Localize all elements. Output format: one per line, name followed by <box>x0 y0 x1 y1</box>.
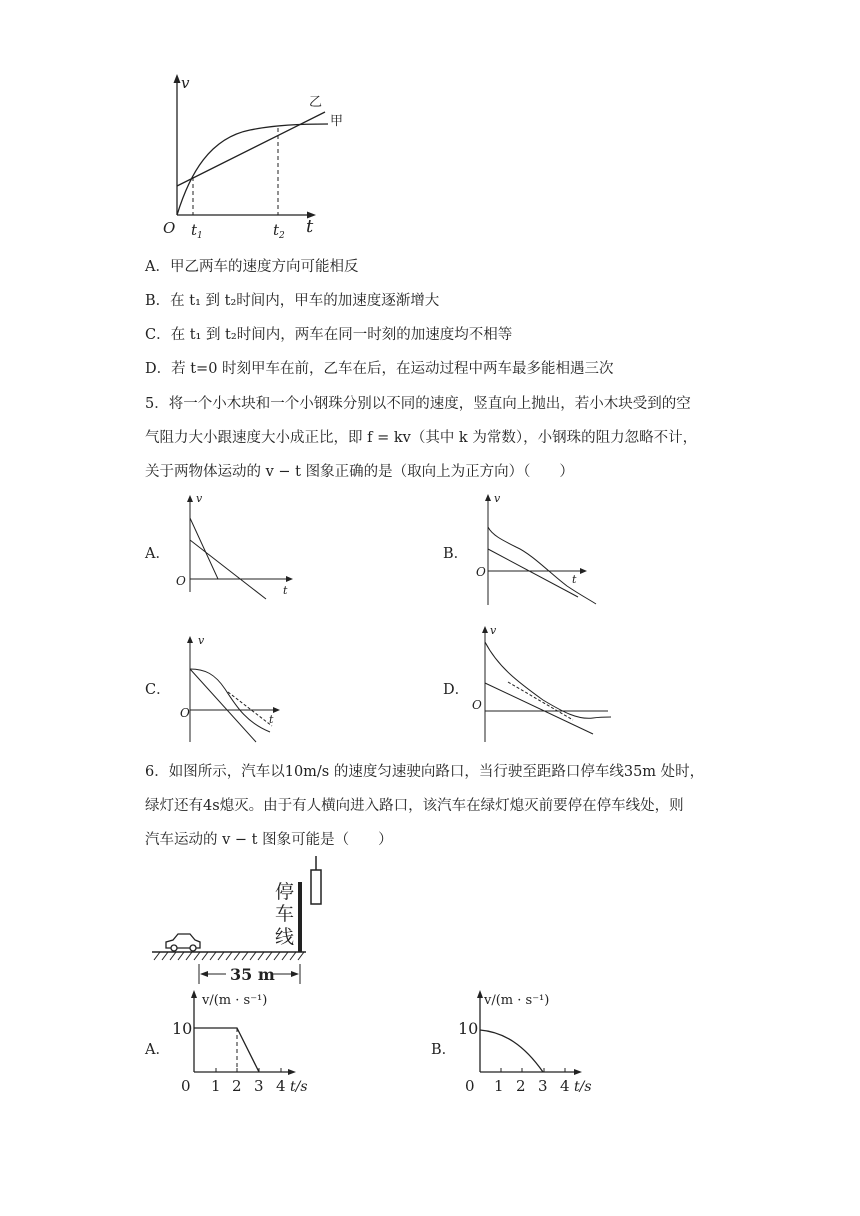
q6-graph-a <box>168 990 318 1100</box>
svg-text:3: 3 <box>538 1077 548 1095</box>
q5-option-b-label: B． <box>443 546 469 562</box>
origin-label: O <box>163 219 176 237</box>
q6-line-1: 6．如图所示，汽车以10m/s 的速度匀速驶向路口，当行驶至距路口停车线35m 处时， <box>145 764 705 780</box>
sign-char-1: 停 <box>275 881 295 903</box>
q5-graph-c <box>170 632 290 747</box>
t2-label: $t_2$ <box>273 221 285 241</box>
svg-text:v/(m · s⁻¹): v/(m · s⁻¹) <box>202 993 268 1008</box>
curve-jia <box>177 124 328 215</box>
label-jia: 甲 <box>330 114 344 129</box>
q5-graph-a <box>170 492 300 602</box>
q4-option-c: C．在 t₁ 到 t₂时间内，两车在同一时刻的加速度均不相等 <box>145 327 513 343</box>
car-icon <box>166 934 200 951</box>
svg-text:4: 4 <box>276 1077 286 1095</box>
svg-text:4: 4 <box>560 1077 570 1095</box>
q6-line-3: 汽车运动的 v − t 图象可能是（ ） <box>145 832 393 848</box>
svg-text:O: O <box>476 565 486 579</box>
stop-line-pole <box>298 882 302 952</box>
q5-option-c-label: C． <box>145 682 171 698</box>
axis-t-label: t <box>306 216 314 237</box>
line-yi <box>177 112 325 186</box>
svg-text:0: 0 <box>181 1077 191 1095</box>
svg-text:t: t <box>572 573 577 586</box>
q6-option-a-label: A． <box>145 1042 170 1058</box>
svg-text:O: O <box>176 574 186 588</box>
svg-text:v: v <box>494 492 501 505</box>
q4-option-a: A．甲乙两车的速度方向可能相反 <box>145 259 359 275</box>
svg-text:0: 0 <box>465 1077 475 1095</box>
svg-text:3: 3 <box>254 1077 264 1095</box>
svg-text:t: t <box>269 713 274 726</box>
svg-text:O: O <box>472 698 482 712</box>
svg-text:t/s: t/s <box>290 1079 308 1095</box>
svg-text:2: 2 <box>232 1077 242 1095</box>
svg-text:10: 10 <box>458 1019 479 1038</box>
svg-text:v/(m · s⁻¹): v/(m · s⁻¹) <box>484 993 550 1008</box>
label-yi: 乙 <box>309 95 323 110</box>
q6-scene <box>148 856 348 984</box>
q6-line-2: 绿灯还有4s熄灭。由于有人横向进入路口，该汽车在绿灯熄灭前要停在停车线处，则 <box>145 798 684 814</box>
svg-text:t/s: t/s <box>574 1079 592 1095</box>
q5-line-1: 5．将一个小木块和一个小钢珠分别以不同的速度，竖直向上抛出，若小木块受到的空 <box>145 396 691 412</box>
q5-option-d-label: D． <box>443 682 470 698</box>
q5-graph-b <box>472 490 607 610</box>
svg-text:v: v <box>490 624 497 637</box>
svg-text:t: t <box>283 584 288 597</box>
svg-text:10: 10 <box>172 1019 193 1038</box>
traffic-light-icon <box>311 870 321 904</box>
svg-text:O: O <box>180 706 190 720</box>
q5-line-3: 关于两物体运动的 v − t 图象正确的是（取向上为正方向）（ ） <box>145 464 574 480</box>
sign-char-2: 车 <box>275 903 295 925</box>
svg-text:1: 1 <box>211 1077 221 1095</box>
q5-option-a-label: A． <box>145 546 170 562</box>
q4-option-d: D．若 t=0 时刻甲车在前，乙车在后，在运动过程中两车最多能相遇三次 <box>145 361 614 377</box>
q5-line-2: 气阻力大小跟速度大小成正比，即 f = kv（其中 k 为常数），小钢珠的阻力忽略不计， <box>145 430 698 446</box>
q5-graph-d <box>468 622 618 747</box>
svg-text:v: v <box>198 634 205 647</box>
q6-graph-b <box>454 990 604 1100</box>
svg-text:1: 1 <box>494 1077 504 1095</box>
q6-option-b-label: B． <box>431 1042 457 1058</box>
sign-char-3: 线 <box>275 926 295 948</box>
t1-label: $t_1$ <box>191 221 203 241</box>
svg-text:v: v <box>196 492 203 505</box>
distance-label: 35 m <box>230 965 275 984</box>
axis-v-label: v <box>181 74 190 92</box>
q4-option-b: B．在 t₁ 到 t₂时间内，甲车的加速度逐渐增大 <box>145 293 440 309</box>
svg-text:2: 2 <box>516 1077 526 1095</box>
q4-vt-graph <box>160 68 360 248</box>
